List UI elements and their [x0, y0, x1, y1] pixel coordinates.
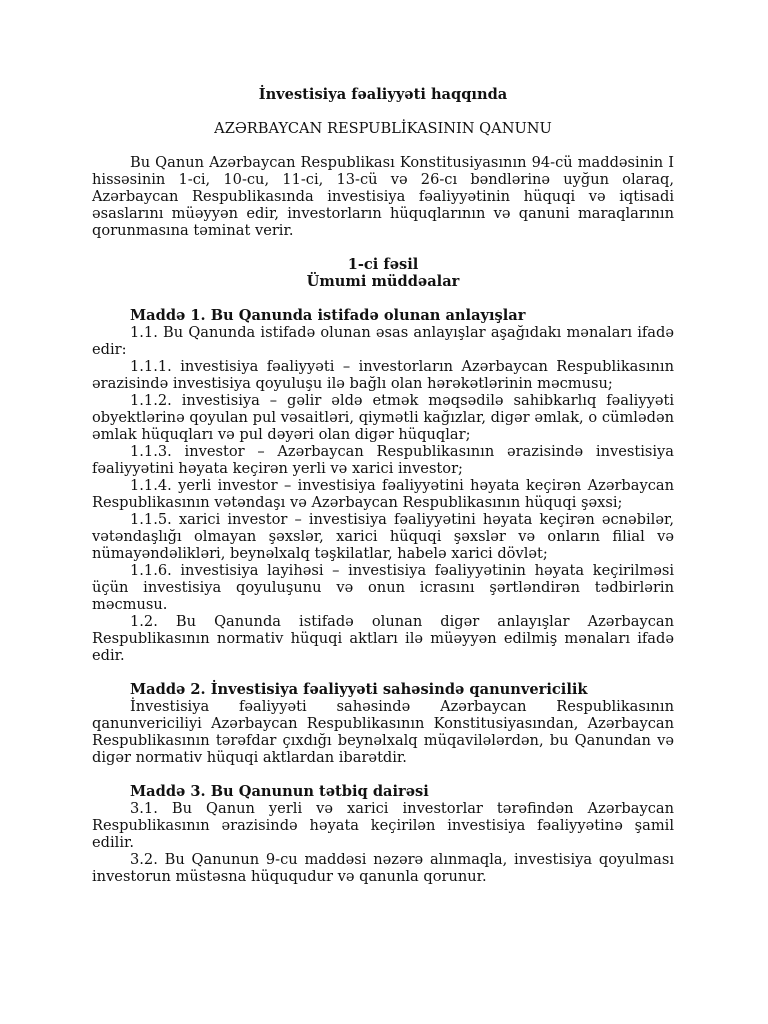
chapter-name: Ümumi müddəalar — [306, 273, 460, 290]
document-subtitle: AZƏRBAYCAN RESPUBLİKASININ QANUNU — [214, 120, 552, 137]
document-page — [92, 86, 674, 885]
article-1-paragraph-1-1-6: 1.1.6. investisiya layihəsi – investisiya fəaliyyətinin həyata keçirilməsi üçün investisiya qoyuluşunu və onun icrasını şərtləndirən tədbirlərin məcmusu. — [92, 562, 674, 613]
article-3-paragraph-3-2: 3.2. Bu Qanunun 9-cu maddəsi nəzərə alınmaqla, investisiya qoyulması investorun müstəsna hüququdur və qanunla qorunur. — [92, 851, 674, 885]
article-1-paragraph-1-1-4: 1.1.4. yerli investor – investisiya fəaliyyətini həyata keçirən Azərbaycan Respublikasının vətəndaşı və Azərbaycan Respublikasının hüquqi şəxsi; — [92, 477, 674, 511]
article-3-paragraph-3-1: 3.1. Bu Qanun yerli və xarici investorlar tərəfindən Azərbaycan Respublikasının ərazisində həyata keçirilən investisiya fəaliyyətinə şamil edilir. — [92, 800, 674, 851]
article-2-paragraph: İnvestisiya fəaliyyəti sahəsində Azərbaycan Respublikasının qanunvericiliyi Azərbaycan Respublikasının Konstitusiyasından, Azərbaycan Respublikasının tərəfdar çıxdığı beynəlxalq müqavilələrdən, bu Qanundan və digər normativ hüquqi aktlardan ibarətdir. — [92, 698, 674, 766]
chapter-number: 1-ci fəsil — [347, 256, 419, 273]
preamble-paragraph: Bu Qanun Azərbaycan Respublikası Konstitusiyasının 94-cü maddəsinin I hissəsinin 1-ci, 10-cu, 11-ci, 13-cü və 26-cı bəndlərinə uyğun olaraq, Azərbaycan Respublikasında investisiya fəaliyyətinin hüquqi və iqtisadi əsaslarını müəyyən edir, investorların hüquqlarının və qanuni maraqlarının qorunmasına təminat verir. — [92, 154, 674, 239]
article-1-paragraph-1-1-2: 1.1.2. investisiya – gəlir əldə etmək məqsədilə sahibkarlıq fəaliyyəti obyektlərinə qoyulan pul vəsaitləri, qiymətli kağızlar, digər əmlak, o cümlədən əmlak hüquqları və pul dəyəri olan digər hüquqlar; — [92, 392, 674, 443]
article-1-heading: Maddə 1. Bu Qanunda istifadə olunan anlayışlar — [130, 307, 526, 324]
article-1-paragraph-1-1-5: 1.1.5. xarici investor – investisiya fəaliyyətini həyata keçirən əcnəbilər, vətəndaşlığı olmayan şəxslər, xarici hüquqi şəxslər və onların filial və nümayəndəlikləri, beynəlxalq təşkilatlar, habelə xarici dövlət; — [92, 511, 674, 562]
article-1-paragraph-1-1: 1.1. Bu Qanunda istifadə olunan əsas anlayışlar aşağıdakı mənaları ifadə edir: — [92, 324, 674, 358]
article-1-paragraph-1-2: 1.2. Bu Qanunda istifadə olunan digər anlayışlar Azərbaycan Respublikasının normativ hüquqi aktları ilə müəyyən edilmiş mənaları ifadə edir. — [92, 613, 674, 664]
document-title: İnvestisiya fəaliyyəti haqqında — [258, 86, 508, 103]
article-1-paragraph-1-1-1: 1.1.1. investisiya fəaliyyəti – investorların Azərbaycan Respublikasının ərazisində investisiya qoyuluşu ilə bağlı olan hərəkətlərinin məcmusu; — [92, 358, 674, 392]
article-2-heading: Maddə 2. İnvestisiya fəaliyyəti sahəsində qanunvericilik — [130, 681, 588, 698]
article-3-heading: Maddə 3. Bu Qanunun tətbiq dairəsi — [130, 783, 429, 800]
article-1-paragraph-1-1-3: 1.1.3. investor – Azərbaycan Respublikasının ərazisində investisiya fəaliyyətini həyata keçirən yerli və xarici investor; — [92, 443, 674, 477]
